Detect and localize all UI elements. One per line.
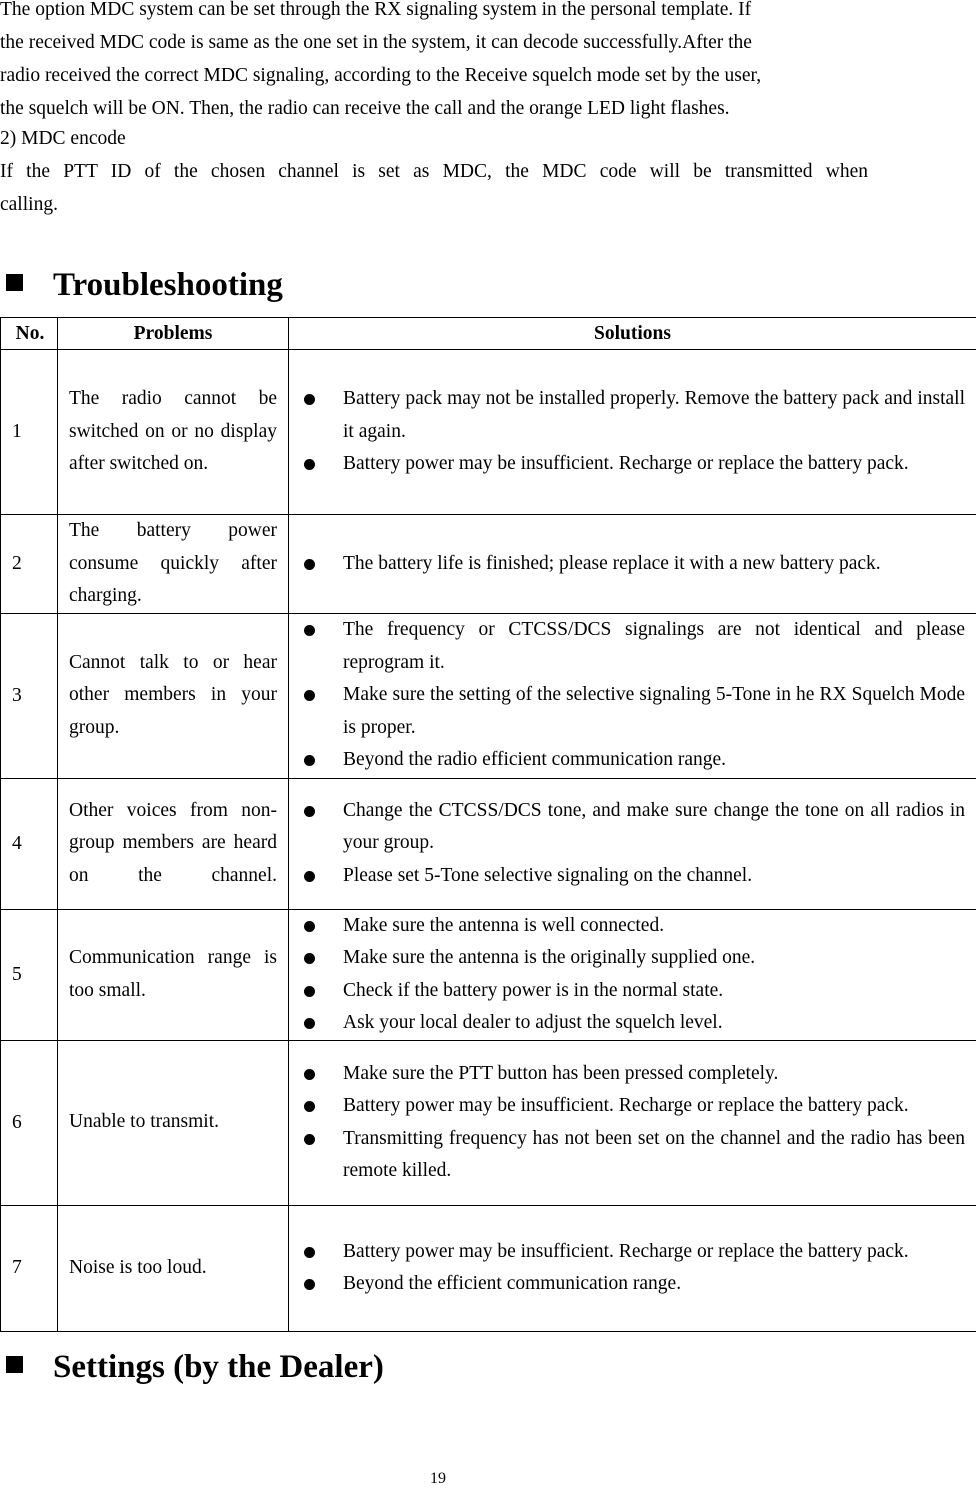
column-header-no: No. [1,318,58,350]
row-number: 3 [1,613,58,778]
solution-item: Beyond the efficient communication range. [289,1268,965,1301]
solutions-cell [289,778,976,909]
problem-cell: Other voices from non-group members are heard on the channel. [58,778,289,909]
row-number: 5 [1,909,58,1040]
table-row [1,778,976,909]
problem-cell: Communication range is too small. [58,909,289,1040]
solution-item: Ask your local dealer to adjust the squelch level. [289,1007,965,1040]
solution-item: Change the CTCSS/DCS tone, and make sure change the tone on all radios in your group. [289,795,965,860]
problem-cell: Noise is too loud. [58,1205,289,1331]
table-row [1,350,976,515]
solution-item: Transmitting frequency has not been set on the channel and the radio has been remote killed. [289,1123,965,1188]
settings-title: Settings (by the Dealer) [53,1349,384,1385]
problem-cell: The radio cannot be switched on or no display after switched on. [58,350,289,515]
table-row [1,909,976,1040]
row-number: 7 [1,1205,58,1331]
solution-item: Please set 5-Tone selective signaling on the channel. [289,860,965,893]
square-bullet-icon [6,274,23,291]
table-row [1,613,976,778]
row-number: 2 [1,515,58,614]
solution-item: Battery power may be insufficient. Recharge or replace the battery pack. [289,1236,965,1269]
solutions-cell [289,1040,976,1205]
solution-item: The battery life is finished; please replace it with a new battery pack. [289,548,965,581]
table-row [1,1205,976,1331]
row-number: 4 [1,778,58,909]
solution-item: Check if the battery power is in the normal state. [289,975,965,1008]
problem-cell: The battery power consume quickly after charging. [58,515,289,614]
solution-item: Make sure the antenna is the originally supplied one. [289,942,965,975]
problem-cell: Cannot talk to or hear other members in your group. [58,613,289,778]
column-header-problems: Problems [58,318,289,350]
row-number: 6 [1,1040,58,1205]
square-bullet-icon [6,1356,23,1373]
solution-item: Beyond the radio efficient communication range. [289,744,965,777]
column-header-solutions: Solutions [289,318,976,350]
page-number: 19 [430,1470,446,1487]
settings-heading [6,1347,384,1387]
row-number: 1 [1,350,58,515]
solutions-cell [289,909,976,1040]
solution-item: Battery power may be insufficient. Recharge or replace the battery pack. [289,448,965,481]
table-row [1,1040,976,1205]
table-header-row [1,318,976,350]
intro-paragraph-2-line-1: If the PTT ID of the chosen channel is set as MDC, the MDC code will be transmitted when [0,161,868,182]
solutions-cell [289,515,976,614]
troubleshooting-title: Troubleshooting [53,267,283,303]
solution-item: Battery pack may not be installed properly. Remove the battery pack and install it again. [289,383,965,448]
solution-item: Make sure the setting of the selective signaling 5-Tone in he RX Squelch Mode is proper. [289,679,965,744]
solutions-cell [289,613,976,778]
solution-item: Make sure the PTT button has been pressed completely. [289,1058,965,1091]
solution-item: Make sure the antenna is well connected. [289,910,965,943]
troubleshooting-table [0,317,976,1332]
problem-cell: Unable to transmit. [58,1040,289,1205]
intro-line: The option MDC system can be set through the RX signaling system in the personal template. If [0,0,752,20]
solutions-cell [289,1205,976,1331]
intro-line: the received MDC code is same as the one set in the system, it can decode successfully.After the [0,32,752,53]
solution-item: Battery power may be insufficient. Recharge or replace the battery pack. [289,1090,965,1123]
intro-paragraph-2-line-2: calling. [0,194,58,215]
intro-line: radio received the correct MDC signaling, according to the Receive squelch mode set by the user, [0,65,762,86]
solution-item: The frequency or CTCSS/DCS signalings are not identical and please reprogram it. [289,614,965,679]
mdc-encode-subheading: 2) MDC encode [0,128,126,149]
intro-line: the squelch will be ON. Then, the radio can receive the call and the orange LED light flashes. [0,98,730,119]
table-row [1,515,976,614]
troubleshooting-heading [6,265,283,305]
solutions-cell [289,350,976,515]
